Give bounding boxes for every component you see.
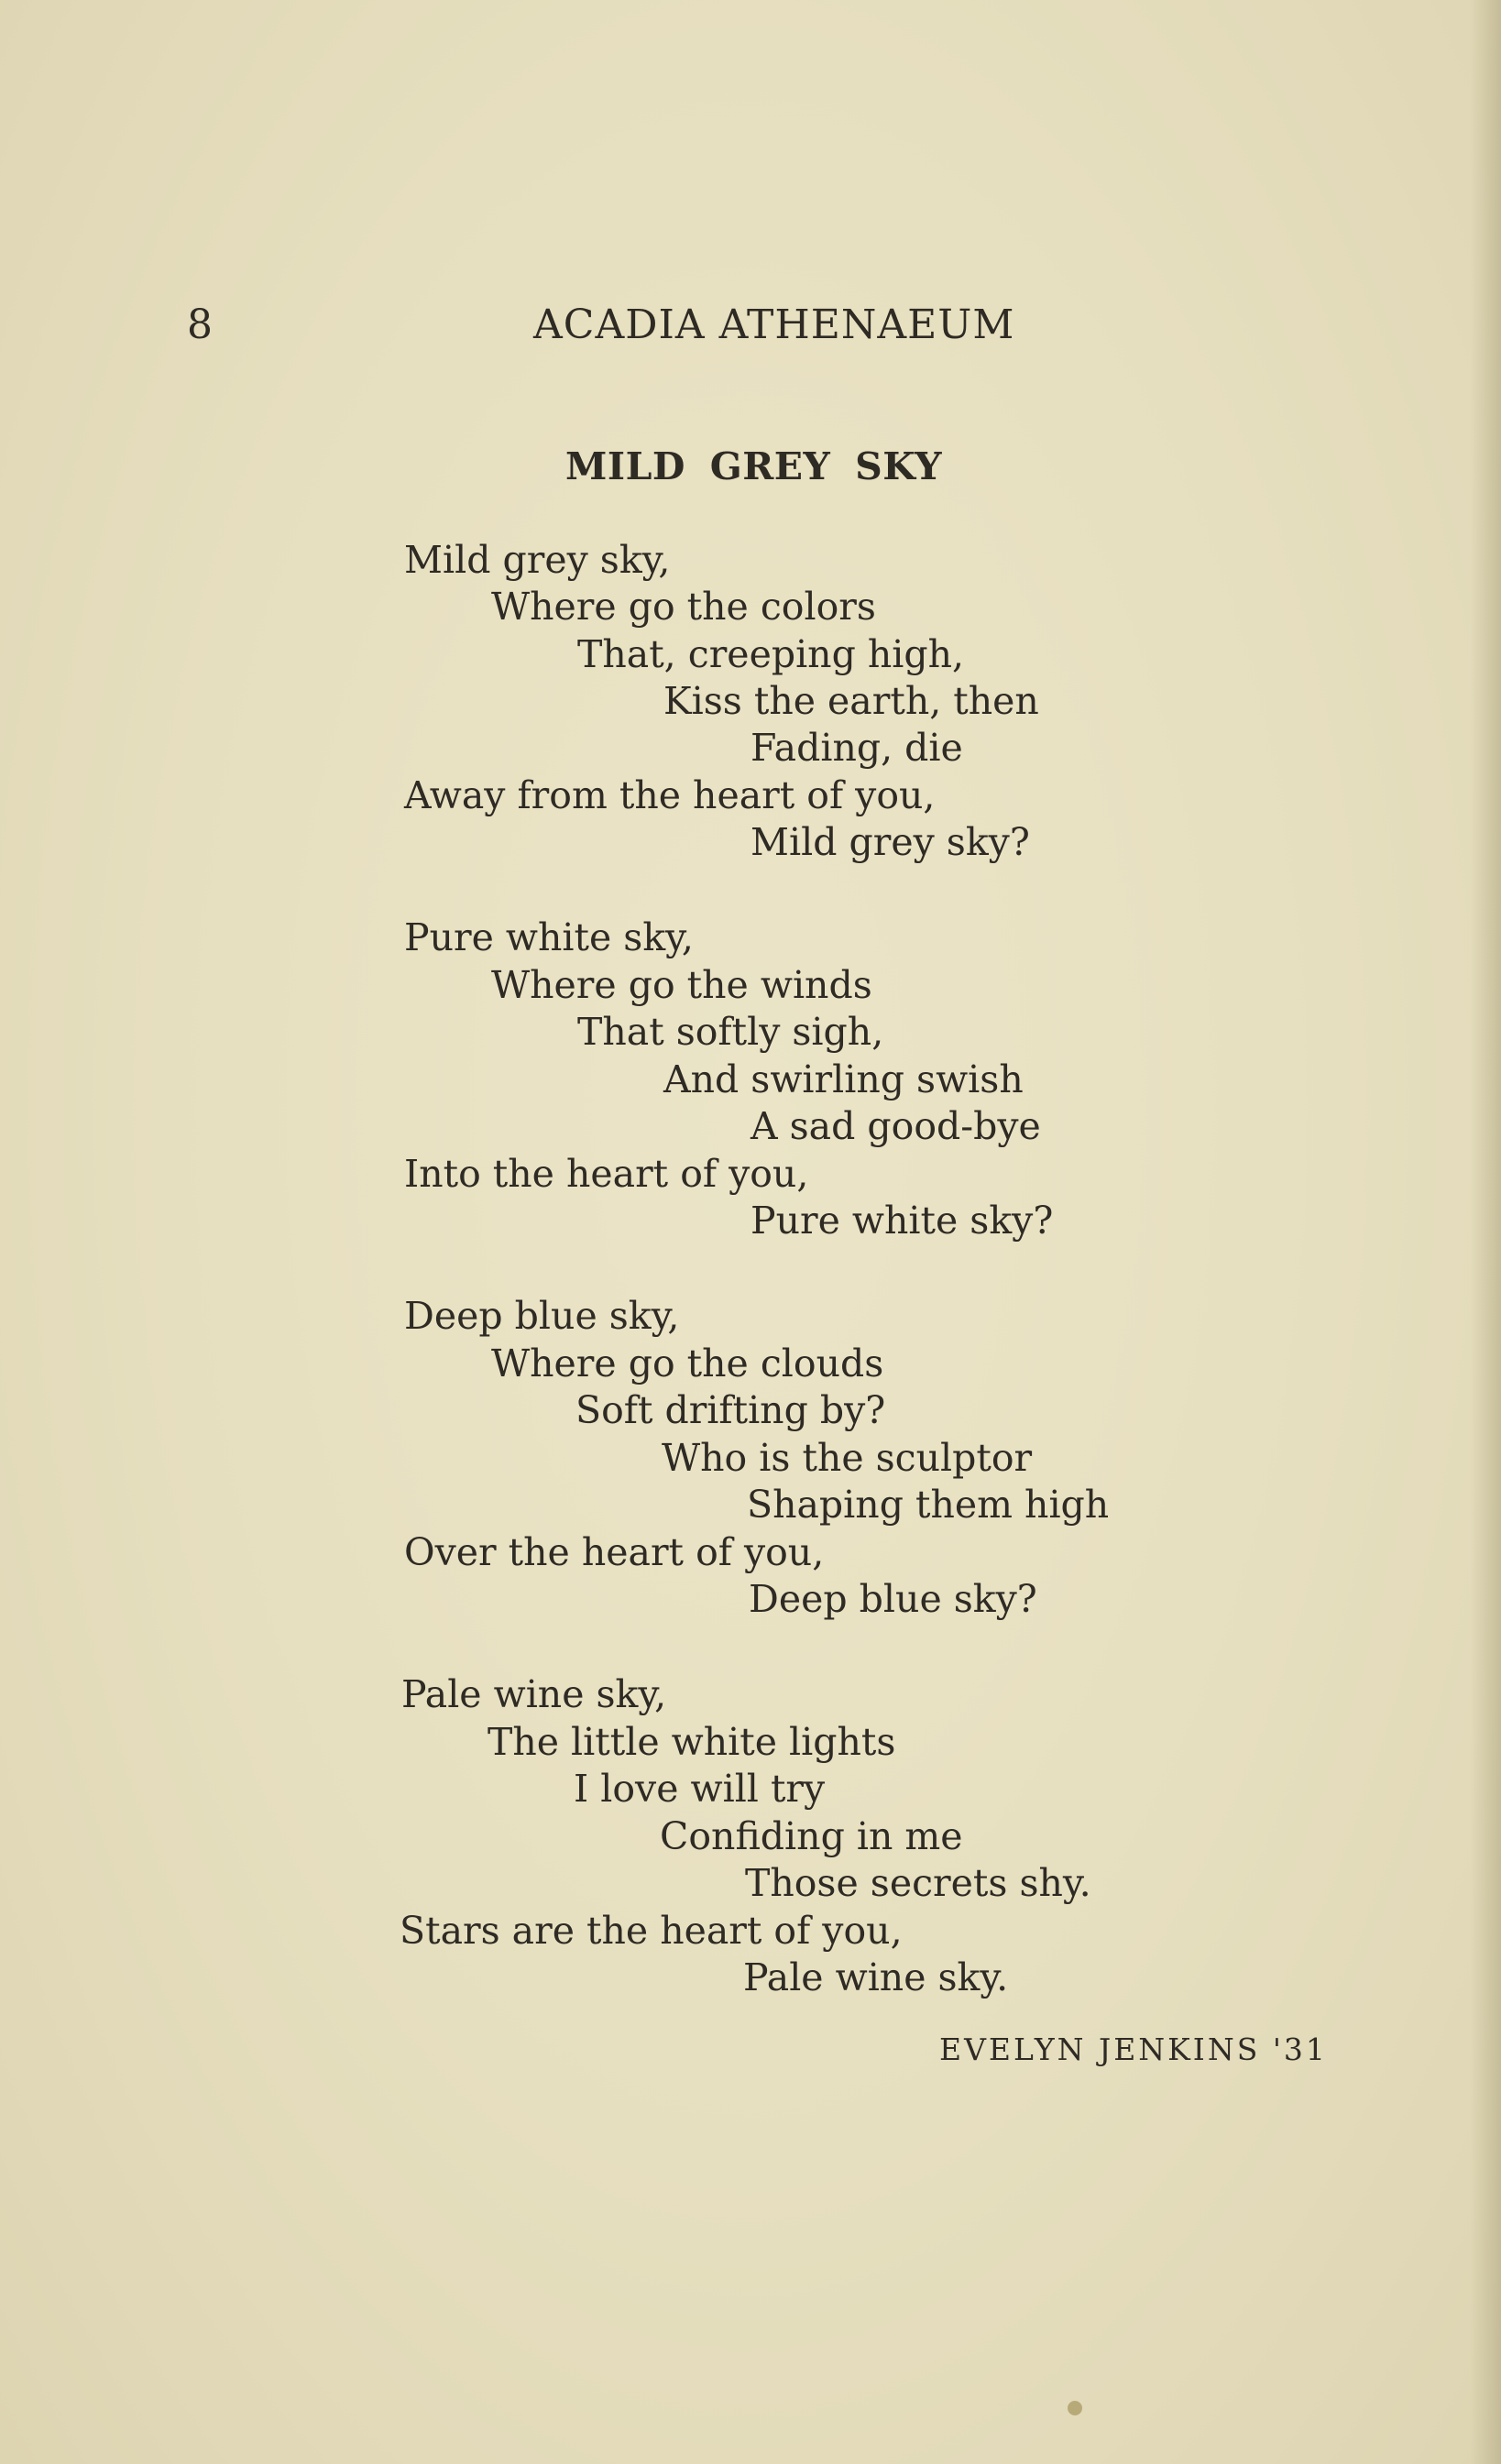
poem-line: Pure white sky? bbox=[750, 1199, 1054, 1243]
poem-line: And swirling swish bbox=[663, 1057, 1024, 1101]
poem-line: Pure white sky, bbox=[404, 915, 694, 959]
poem-line: Pale wine sky. bbox=[743, 1955, 1009, 1999]
poem-line: That, creeping high, bbox=[577, 632, 965, 676]
poem-line: Away from the heart of you, bbox=[404, 773, 936, 817]
poem-line: Kiss the earth, then bbox=[663, 679, 1039, 723]
poem-line: The little white lights bbox=[488, 1720, 896, 1764]
poem-line: Over the heart of you, bbox=[404, 1530, 825, 1574]
poem-line: Into the heart of you, bbox=[404, 1152, 809, 1196]
poem-line: Those secrets shy. bbox=[745, 1861, 1091, 1905]
poem-line: Shaping them high bbox=[747, 1483, 1110, 1527]
poem-line: Mild grey sky, bbox=[404, 538, 671, 582]
page-number: 8 bbox=[187, 301, 213, 348]
poem-line: Deep blue sky? bbox=[749, 1577, 1037, 1621]
poem-line: Fading, die bbox=[750, 726, 963, 770]
poem-line: Mild grey sky? bbox=[750, 820, 1030, 864]
paper-speck bbox=[1068, 2401, 1082, 2415]
poem-line: A sad good-bye bbox=[750, 1104, 1041, 1148]
author-signature: EVELYN JENKINS '31 bbox=[939, 2031, 1328, 2067]
poem-line: Soft drifting by? bbox=[575, 1388, 886, 1432]
poem-line: Where go the colors bbox=[491, 585, 876, 629]
poem-line: Stars are the heart of you, bbox=[400, 1909, 903, 1953]
page-edge-shadow bbox=[1470, 0, 1501, 2464]
poem-line: Deep blue sky, bbox=[404, 1294, 680, 1338]
poem-line: Confiding in me bbox=[660, 1814, 963, 1858]
poem-line: Where go the winds bbox=[491, 963, 872, 1007]
poem-line: That softly sigh, bbox=[577, 1010, 884, 1054]
poem-line: Where go the clouds bbox=[491, 1342, 884, 1385]
poem-title: MILD GREY SKY bbox=[565, 444, 943, 488]
poem-line: I love will try bbox=[574, 1767, 826, 1811]
running-title: ACADIA ATHENAEUM bbox=[533, 301, 1015, 348]
poem-line: Who is the sculptor bbox=[662, 1436, 1033, 1480]
poem-line: Pale wine sky, bbox=[401, 1672, 667, 1716]
